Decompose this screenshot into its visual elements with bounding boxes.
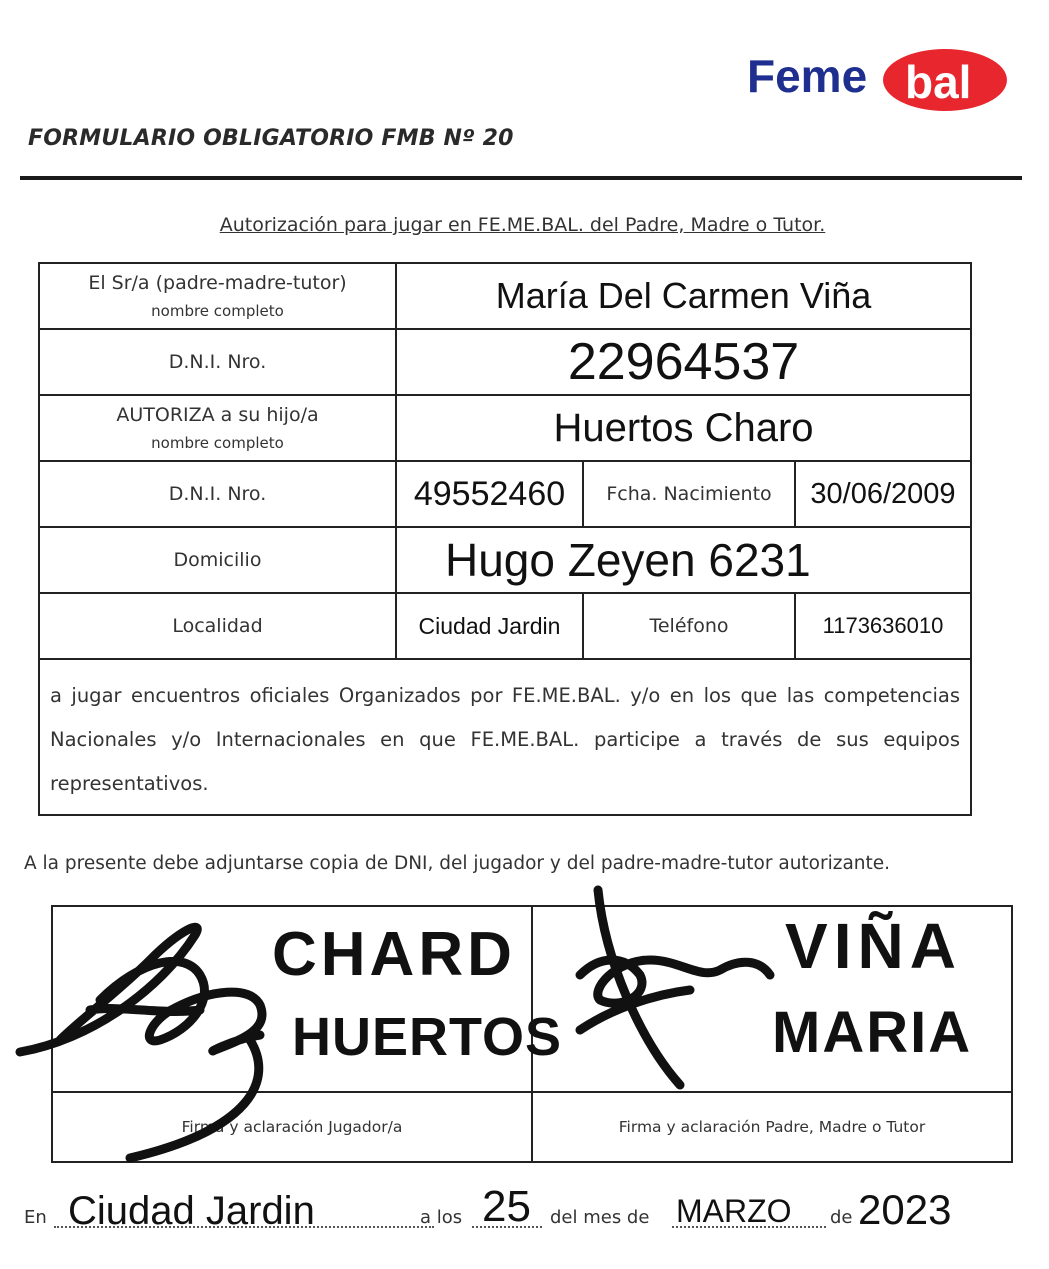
footer-year[interactable]: 2023 [858, 1186, 952, 1233]
footer-a-los-label: a los [420, 1207, 463, 1228]
footer-day[interactable]: 25 [482, 1182, 531, 1231]
tutor-dni-label: D.N.I. Nro. [39, 329, 396, 395]
subtitle-text: Autorización para jugar en FE.ME.BAL. del Padre, Madre o Tutor. [219, 214, 826, 236]
tutor-dni-field[interactable]: 22964537 [396, 329, 971, 395]
phone-label: Teléfono [583, 593, 795, 659]
footer-de-label: de [830, 1207, 853, 1228]
footer-en-label: En [24, 1207, 47, 1228]
phone-field[interactable]: 1173636010 [795, 593, 971, 659]
femebal-logo [745, 42, 1010, 114]
player-signature-box[interactable] [52, 906, 532, 1092]
authorization-table [38, 262, 972, 816]
locality-field[interactable]: Ciudad Jardin [396, 593, 583, 659]
child-name-field[interactable]: Huertos Charo [396, 395, 971, 461]
address-label: Domicilio [39, 527, 396, 593]
player-hand-line2: HUERTOS [292, 1007, 563, 1067]
header-divider [20, 176, 1022, 180]
tutor-hand-line1: VIÑA [785, 910, 962, 982]
logo-text-blue: Feme [747, 50, 868, 102]
autoriza-label-cell [39, 395, 396, 461]
tutor-signature-box[interactable] [532, 906, 1012, 1092]
player-hand-line1: CHARD [272, 920, 516, 989]
tutor-sublabel: nombre completo [151, 302, 284, 320]
footer-mes-label: del mes de [550, 1207, 650, 1228]
tutor-signature-caption: Firma y aclaración Padre, Madre o Tutor [532, 1092, 1012, 1162]
player-signature-caption: Firma y aclaración Jugador/a [52, 1092, 532, 1162]
locality-label: Localidad [39, 593, 396, 659]
autoriza-label: AUTORIZA a su hijo/a [116, 404, 319, 426]
autoriza-sublabel: nombre completo [151, 434, 284, 452]
attachment-note: A la presente debe adjuntarse copia de DNI, del jugador y del padre-madre-tutor autorizante. [24, 853, 891, 874]
form-subtitle [0, 214, 1049, 236]
footer-date-line [24, 1176, 1024, 1236]
logo-text-red: bal [905, 56, 972, 108]
tutor-name-field[interactable]: María Del Carmen Viña [396, 263, 971, 329]
footer-month[interactable]: MARZO [676, 1193, 792, 1229]
birth-date-label: Fcha. Nacimiento [583, 461, 795, 527]
footer-city[interactable]: Ciudad Jardin [68, 1189, 315, 1233]
signature-table [51, 905, 1013, 1163]
form-title: FORMULARIO OBLIGATORIO FMB Nº 20 [28, 126, 514, 151]
child-dni-field[interactable]: 49552460 [396, 461, 583, 527]
tutor-label: El Sr/a (padre-madre-tutor) [88, 272, 347, 294]
tutor-label-cell [39, 263, 396, 329]
birth-date-field[interactable]: 30/06/2009 [795, 461, 971, 527]
child-dni-label: D.N.I. Nro. [39, 461, 396, 527]
authorization-body-text: a jugar encuentros oficiales Organizados por FE.ME.BAL. y/o en los que las competencias Nacionales y/o Internacionales en que FE.ME.BAL. participe a través de sus equipos representativos. [39, 659, 971, 815]
address-field[interactable]: Hugo Zeyen 6231 [396, 527, 971, 593]
tutor-hand-line2: MARIA [772, 1000, 973, 1065]
